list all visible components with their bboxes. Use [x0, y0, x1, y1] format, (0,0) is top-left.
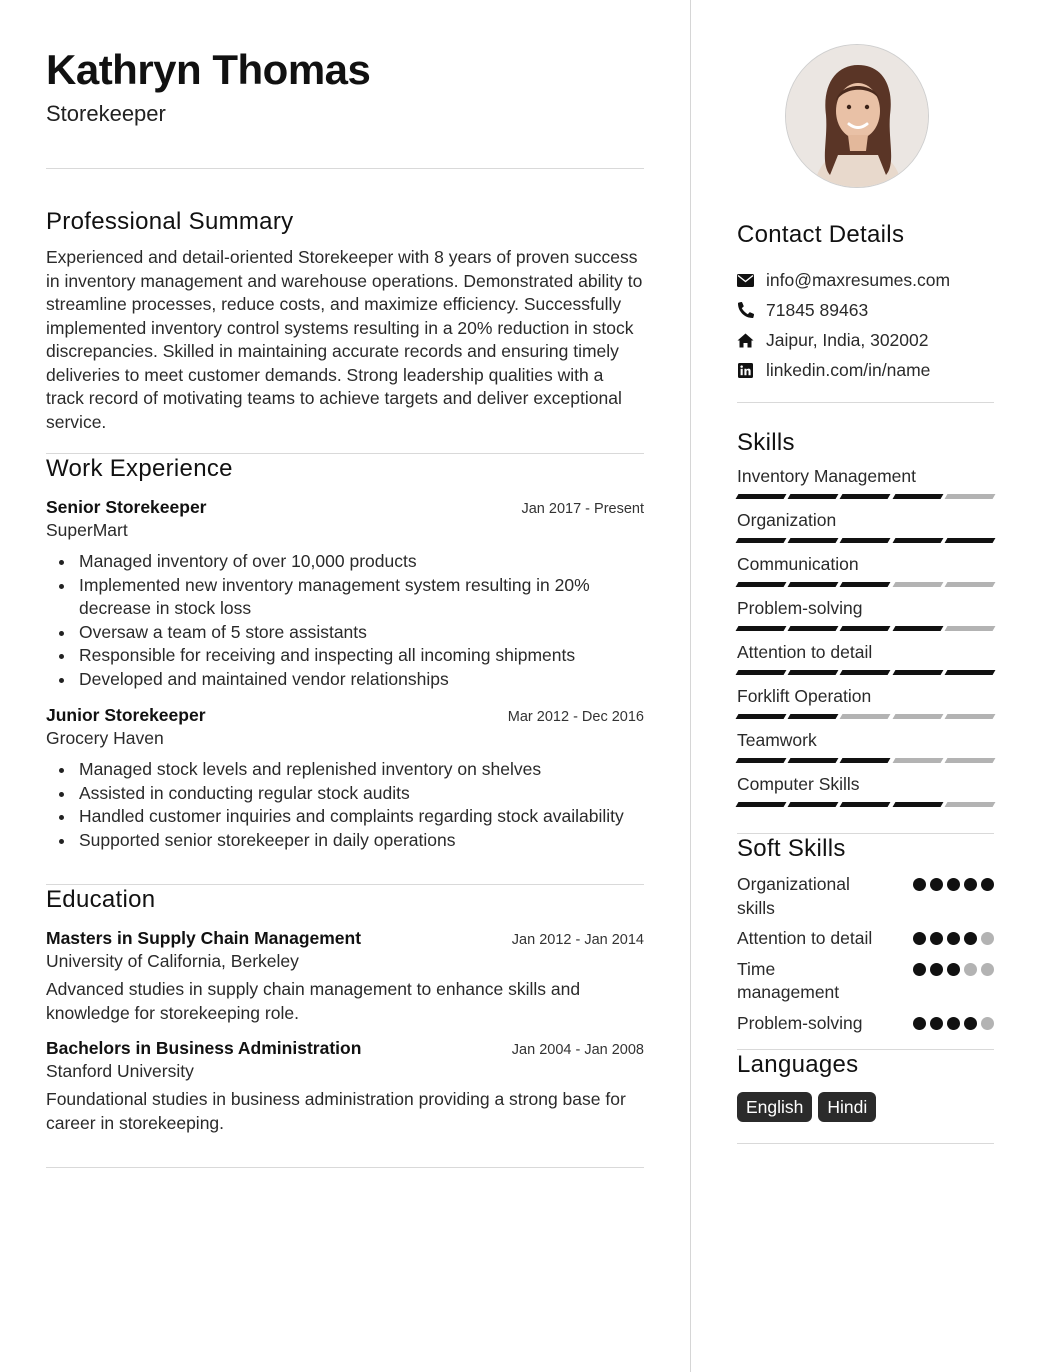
soft-skill-rating	[913, 1017, 994, 1030]
rating-dot	[947, 878, 960, 891]
job-bullets	[46, 550, 644, 691]
rating-dot	[981, 1017, 994, 1030]
soft-skill-label: Attention to detail	[737, 928, 873, 948]
skill-level-segment	[892, 670, 943, 675]
languages-heading: Languages	[737, 1051, 859, 1078]
contact-address	[737, 325, 994, 355]
skill-level-segment	[944, 714, 995, 719]
address-text: Jaipur, India, 302002	[766, 329, 929, 350]
contact-email	[737, 265, 994, 295]
skill-level-segment	[944, 494, 995, 499]
rating-dot	[930, 878, 943, 891]
linkedin-text[interactable]: linkedin.com/in/name	[766, 359, 931, 380]
professional-summary-section	[46, 207, 644, 434]
skill-level-bar	[737, 626, 994, 631]
skill-level-segment	[944, 802, 995, 807]
job-role: Junior Storekeeper	[46, 705, 206, 725]
list-item: Implemented new inventory management system resulting in 20% decrease in stock loss	[46, 574, 644, 621]
rating-dot	[913, 963, 926, 976]
rating-dot	[964, 878, 977, 891]
soft-skill-label: Problem-solving	[737, 1012, 863, 1033]
linkedin-icon	[737, 362, 754, 379]
skill-item	[737, 729, 994, 763]
soft-skill-rating	[913, 878, 994, 891]
skill-item	[737, 553, 994, 587]
skill-item	[737, 641, 994, 675]
phone-icon	[737, 302, 754, 319]
rating-dot	[981, 932, 994, 945]
skill-level-segment	[840, 494, 891, 499]
rating-dot	[930, 932, 943, 945]
degree-name: Bachelors in Business Administration	[46, 1038, 362, 1058]
skill-item	[737, 597, 994, 631]
profile-photo	[785, 44, 929, 188]
skill-level-segment	[840, 670, 891, 675]
skill-level-segment	[736, 582, 787, 587]
school-name: University of California, Berkeley	[46, 951, 299, 971]
school-name: Stanford University	[46, 1061, 194, 1081]
skill-label: Inventory Management	[737, 466, 916, 486]
soft-skill-rating	[913, 932, 994, 945]
skill-level-segment	[788, 582, 839, 587]
skill-level-segment	[892, 582, 943, 587]
education-description: Advanced studies in supply chain management to enhance skills and knowledge for storekeeping role.	[46, 979, 581, 1023]
skill-level-segment	[840, 714, 891, 719]
skill-label: Organization	[737, 510, 837, 530]
skill-item	[737, 685, 994, 719]
skill-level-segment	[944, 670, 995, 675]
skill-level-bar	[737, 802, 994, 807]
soft-skill-item	[737, 927, 994, 951]
avatar	[786, 45, 929, 188]
rating-dot	[964, 1017, 977, 1030]
job-entry	[46, 497, 644, 691]
skill-level-segment	[736, 714, 787, 719]
skill-label: Forklift Operation	[737, 686, 872, 706]
rating-dot	[981, 878, 994, 891]
contact-linkedin	[737, 355, 994, 385]
education-heading: Education	[46, 886, 156, 913]
contact-section	[737, 220, 994, 385]
languages-divider	[737, 1143, 994, 1144]
soft-skill-label: Time management	[737, 958, 840, 1002]
skill-level-bar	[737, 582, 994, 587]
phone-text[interactable]: 71845 89463	[766, 299, 869, 320]
language-badge: Hindi	[818, 1092, 876, 1122]
skill-level-segment	[788, 538, 839, 543]
soft-skill-item	[737, 873, 994, 920]
languages-section	[737, 1050, 994, 1122]
soft-skill-label: Organizational skills	[737, 874, 850, 918]
list-item: Handled customer inquiries and complaints regarding stock availability	[46, 805, 644, 829]
skill-level-segment	[840, 802, 891, 807]
home-icon	[737, 332, 754, 349]
skill-level-segment	[892, 802, 943, 807]
job-company: SuperMart	[46, 520, 128, 540]
skill-level-segment	[840, 582, 891, 587]
skill-level-segment	[944, 626, 995, 631]
skill-level-segment	[892, 714, 943, 719]
list-item: Managed inventory of over 10,000 products	[46, 550, 644, 574]
skill-level-segment	[736, 494, 787, 499]
education-description: Foundational studies in business administration providing a strong base for career in storekeeping.	[46, 1089, 626, 1133]
skill-item	[737, 773, 994, 807]
soft-skills-list	[737, 873, 994, 1035]
candidate-title: Storekeeper	[46, 101, 166, 126]
column-divider	[690, 0, 691, 1372]
skill-level-segment	[944, 538, 995, 543]
list-item: Responsible for receiving and inspecting all incoming shipments	[46, 644, 644, 668]
rating-dot	[947, 963, 960, 976]
rating-dot	[947, 932, 960, 945]
job-entry	[46, 705, 644, 852]
skill-level-segment	[944, 758, 995, 763]
summary-heading: Professional Summary	[46, 208, 294, 235]
experience-heading: Work Experience	[46, 455, 233, 482]
skill-level-segment	[788, 626, 839, 631]
education-date: Jan 2004 - Jan 2008	[511, 1042, 644, 1058]
soft-skill-item	[737, 958, 994, 1005]
skills-list	[737, 465, 994, 807]
skill-level-bar	[737, 758, 994, 763]
skill-level-segment	[892, 538, 943, 543]
rating-dot	[947, 1017, 960, 1030]
skills-heading: Skills	[737, 429, 795, 456]
rating-dot	[913, 878, 926, 891]
skill-level-bar	[737, 670, 994, 675]
job-bullets	[46, 758, 644, 852]
skill-level-segment	[944, 582, 995, 587]
rating-dot	[913, 1017, 926, 1030]
soft-skills-heading: Soft Skills	[737, 835, 846, 862]
skill-level-segment	[840, 758, 891, 763]
list-item: Assisted in conducting regular stock audits	[46, 782, 644, 806]
sidebar-column	[737, 44, 994, 1144]
skill-level-segment	[736, 802, 787, 807]
list-item: Developed and maintained vendor relationships	[46, 668, 644, 692]
education-entry	[46, 928, 644, 1025]
skill-label: Problem-solving	[737, 598, 863, 618]
skill-level-bar	[737, 494, 994, 499]
work-experience-section	[46, 454, 644, 852]
skill-level-segment	[840, 538, 891, 543]
skill-item	[737, 465, 994, 499]
skill-level-segment	[788, 802, 839, 807]
education-divider	[46, 1167, 644, 1168]
education-section	[46, 885, 644, 1135]
soft-skill-item	[737, 1012, 994, 1036]
skill-level-segment	[892, 758, 943, 763]
skill-level-bar	[737, 714, 994, 719]
skill-level-segment	[788, 714, 839, 719]
skill-level-segment	[788, 670, 839, 675]
contact-heading: Contact Details	[737, 221, 905, 248]
education-entry	[46, 1038, 644, 1135]
rating-dot	[930, 963, 943, 976]
skill-level-segment	[840, 626, 891, 631]
skill-level-segment	[736, 538, 787, 543]
skill-item	[737, 509, 994, 543]
skill-label: Attention to detail	[737, 642, 873, 662]
rating-dot	[981, 963, 994, 976]
degree-name: Masters in Supply Chain Management	[46, 928, 362, 948]
skill-label: Computer Skills	[737, 774, 860, 794]
email-text[interactable]: info@maxresumes.com	[766, 269, 951, 290]
candidate-name: Kathryn Thomas	[46, 46, 371, 93]
envelope-icon	[737, 272, 754, 289]
language-badge: English	[737, 1092, 812, 1122]
skill-level-segment	[892, 626, 943, 631]
job-date: Mar 2012 - Dec 2016	[507, 709, 644, 725]
skills-section	[737, 428, 994, 807]
languages-list	[737, 1092, 994, 1122]
soft-skills-section	[737, 834, 994, 1035]
skill-level-segment	[788, 494, 839, 499]
skill-level-segment	[788, 758, 839, 763]
contact-phone	[737, 295, 994, 325]
skill-level-bar	[737, 538, 994, 543]
job-date: Jan 2017 - Present	[521, 501, 644, 517]
soft-skill-rating	[913, 963, 994, 976]
skill-level-segment	[892, 494, 943, 499]
main-column	[46, 44, 644, 1168]
skill-level-segment	[736, 670, 787, 675]
list-item: Supported senior storekeeper in daily operations	[46, 829, 644, 853]
rating-dot	[964, 963, 977, 976]
skill-level-segment	[736, 758, 787, 763]
skill-level-segment	[736, 626, 787, 631]
list-item: Managed stock levels and replenished inventory on shelves	[46, 758, 644, 782]
contact-divider	[737, 402, 994, 403]
education-date: Jan 2012 - Jan 2014	[511, 932, 644, 948]
job-company: Grocery Haven	[46, 728, 164, 748]
rating-dot	[913, 932, 926, 945]
skill-label: Communication	[737, 554, 859, 574]
header-divider	[46, 168, 644, 169]
skill-label: Teamwork	[737, 730, 817, 750]
rating-dot	[964, 932, 977, 945]
summary-text: Experienced and detail-oriented Storekeeper with 8 years of proven success in inventory management and warehouse operations. Demonstrated ability to streamline processes, reduce costs, and maximize efficiency. Successfully implemented inventory control systems resulting in a 20% reduction in stock discrepancies. Skilled in maintaining accurate records and ensuring timely deliveries to meet customer demands. Strong leadership qualities with a track record of motivating teams to achieve targets and deliver exceptional service.	[46, 247, 643, 432]
list-item: Oversaw a team of 5 store assistants	[46, 621, 644, 645]
rating-dot	[930, 1017, 943, 1030]
job-role: Senior Storekeeper	[46, 497, 207, 517]
